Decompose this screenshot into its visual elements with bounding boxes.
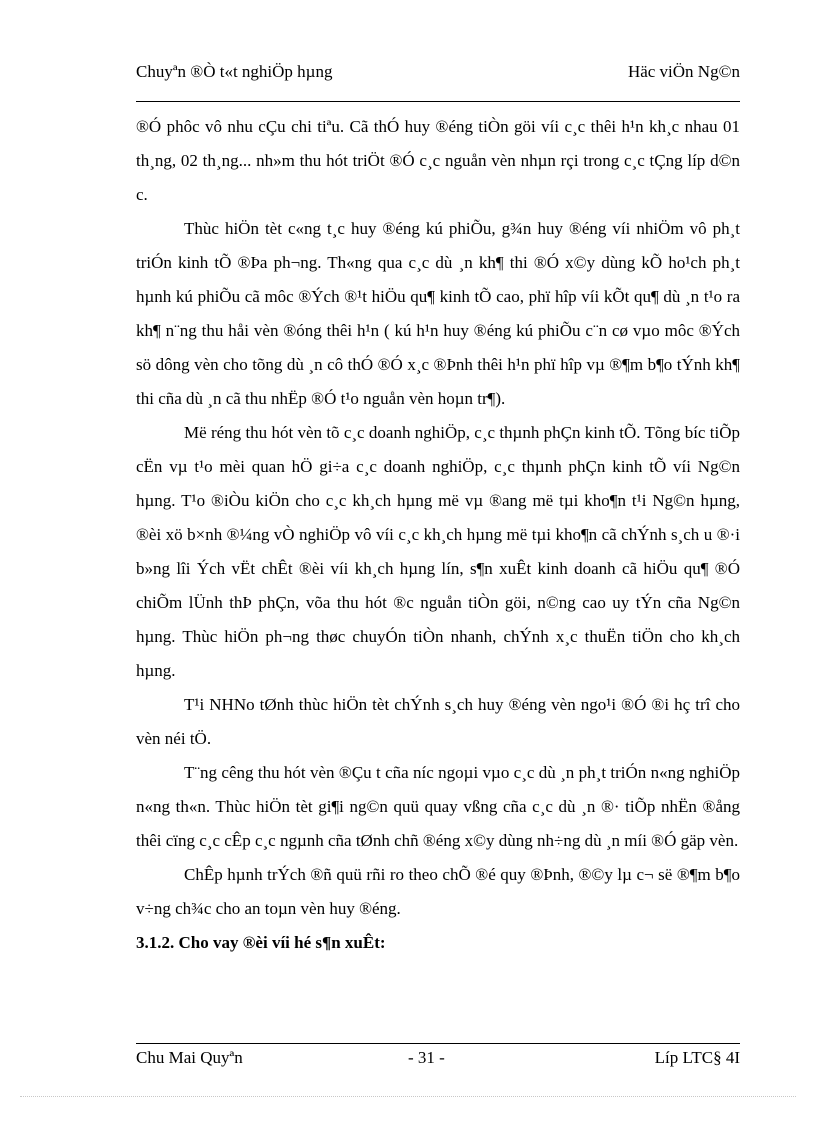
paragraph: Thùc hiÖn tèt c«ng t¸c huy ®éng kú phiÕu, g¾n huy ®éng víi nhiÖm vô ph¸t triÓn kinh tÕ ®Þa ph¬ng. Th«ng qua c¸c dù ¸n kh¶ thi ®Ó x©y dùng kÕ ho¹ch ph¸t hµnh kú phiÕu cã môc ®Ých ®¹t hiÖu qu¶ kinh tÕ cao, phï hîp víi kÕt qu¶ dù ¸n t¹o ra kh¶ n¨ng thu håi vèn ®óng thêi h¹n ( kú h¹n huy ®éng kú phiÕu c¨n cø vµo môc ®Ých sö dông vèn cho tõng dù ¸n cô thÓ ®Ó x¸c ®Þnh thêi h¹n phï hîp vµ ®¶m b¶o tÝnh kh¶ thi cña dù ¸n cã thu nhËp ®Ó t¹o nguån vèn hoµn tr¶).	[136, 219, 740, 408]
paragraph: T¹i NHNo tØnh thùc hiÖn tèt chÝnh s¸ch huy ®éng vèn ngo¹i ®Ó ®i hç trî cho vèn néi tÖ.	[136, 695, 740, 748]
section-heading: 3.1.2. Cho vay ®èi víi hé s¶n xuÊt:	[136, 933, 386, 952]
paragraph: ChÊp hµnh trÝch ®ñ quü rñi ro theo chÕ ®é quy ®Þnh, ®©y lµ c¬ së ®¶m b¶o v÷ng ch¾c cho an toµn vèn huy ®éng.	[136, 865, 740, 918]
page-footer	[136, 1043, 740, 1070]
body-text	[136, 110, 740, 960]
page-header	[136, 57, 740, 102]
footer-page-number: - 31 -	[408, 1048, 445, 1067]
footer-class: Líp LTC§ 4I	[654, 1048, 740, 1067]
paragraph: ®Ó phôc vô nhu cÇu chi tiªu. Cã thÓ huy ®éng tiÒn göi víi c¸c thêi h¹n kh¸c nhau 01 th¸ng, 02 th¸ng... nh»m thu hót triÖt ®Ó c¸c nguån vèn nhµn rçi trong c¸c tÇng líp d©n c.	[136, 117, 740, 204]
header-right-text: Häc viÖn Ng©n	[627, 62, 740, 81]
header-left-text: Chuyªn ®Ò t«t nghiÖp hµng	[136, 62, 333, 81]
footer-author: Chu Mai Quyªn	[136, 1048, 243, 1067]
paragraph: Më réng thu hót vèn tõ c¸c doanh nghiÖp, c¸c thµnh phÇn kinh tÕ. Tõng bíc tiÕp cËn vµ t¹o mèi quan hÖ gi÷a c¸c doanh nghiÖp, c¸c thµnh phÇn kinh tÕ víi Ng©n hµng. T¹o ®iÒu kiÖn cho c¸c kh¸ch hµng më vµ ®ang më tµi kho¶n t¹i Ng©n hµng, ®èi xö b×nh ®¼ng vÒ nghiÖp vô víi c¸c kh¸ch hµng më tµi kho¶n cã chÝnh s¸ch u ®·i b»ng lîi Ých vËt chÊt ®èi víi kh¸ch hµng lín, s¶n xuÊt kinh doanh cã hiÖu qu¶ ®Ó chiÕm lÜnh thÞ phÇn, võa thu hót ®c nguån tiÒn göi, n©ng cao uy tÝn cña Ng©n hµng. Thùc hiÖn ph¬ng thøc chuyÓn tiÒn nhanh, chÝnh x¸c thuËn tiÖn cho kh¸ch hµng.	[136, 423, 740, 680]
paragraph: T¨ng cêng thu hót vèn ®Çu t cña níc ngoµi vµo c¸c dù ¸n ph¸t triÓn n«ng nghiÖp n«ng th«n. Thùc hiÖn tèt gi¶i ng©n quü quay vßng cña c¸c dù ¸n ®· tiÕp nhËn ®ång thêi cïng c¸c cÊp c¸c ngµnh cña tØnh chñ ®éng x©y dùng nh÷ng dù ¸n míi ®Ó gäp vèn.	[136, 763, 740, 850]
page-edge-divider	[20, 1096, 796, 1097]
